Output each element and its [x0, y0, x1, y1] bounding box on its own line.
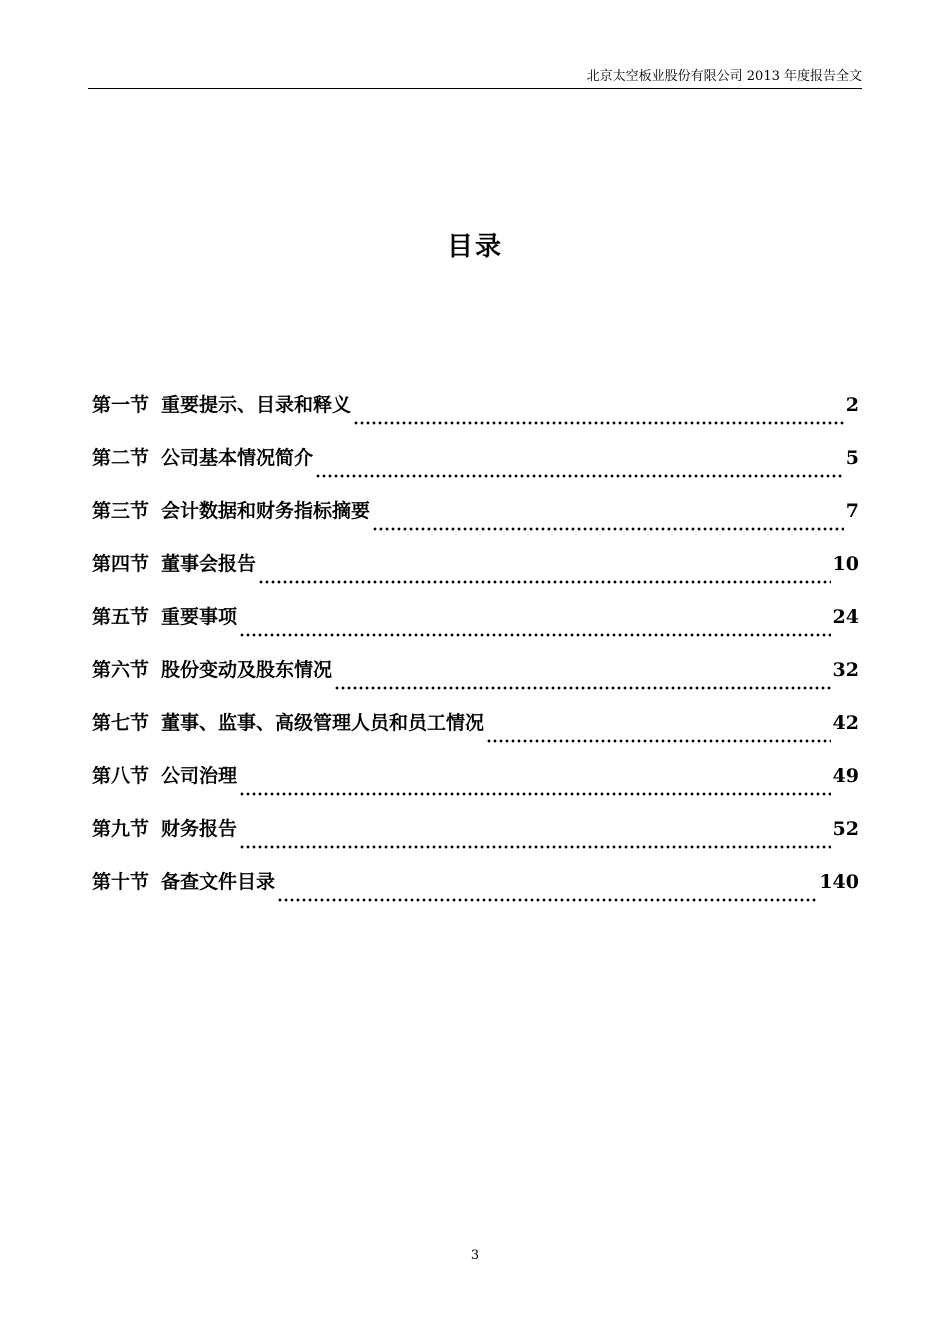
toc-section-label: 第七节	[92, 712, 150, 734]
toc-section-label: 第九节	[92, 818, 150, 840]
toc-title: 董事会报告	[161, 553, 257, 575]
toc-section-label: 第四节	[92, 553, 150, 575]
table-of-contents	[92, 390, 859, 920]
toc-dot-leader	[258, 579, 831, 585]
toc-section-label: 第十节	[92, 871, 150, 893]
toc-page-number: 32	[832, 659, 859, 681]
toc-page-number: 42	[832, 712, 859, 734]
toc-entry-3[interactable]	[92, 496, 859, 549]
toc-entry-7[interactable]	[92, 708, 859, 761]
toc-title: 股份变动及股东情况	[161, 659, 333, 681]
toc-page-number: 2	[845, 394, 859, 416]
toc-page-number: 5	[845, 447, 859, 469]
toc-page-number: 7	[845, 500, 859, 522]
toc-entry-6[interactable]	[92, 655, 859, 708]
toc-section-label: 第二节	[92, 447, 150, 469]
toc-entry-8[interactable]	[92, 761, 859, 814]
toc-dot-leader	[277, 897, 817, 903]
toc-dot-leader	[239, 632, 831, 638]
page-number: 3	[470, 1248, 480, 1263]
toc-entry-5[interactable]	[92, 602, 859, 655]
toc-dot-leader	[334, 685, 831, 691]
toc-title: 董事、监事、高级管理人员和员工情况	[161, 712, 485, 734]
toc-page-number: 24	[832, 606, 859, 628]
toc-title: 公司治理	[161, 765, 238, 787]
page-header	[88, 64, 862, 89]
toc-dot-leader	[239, 844, 831, 850]
toc-page-number: 49	[832, 765, 859, 787]
toc-entry-4[interactable]	[92, 549, 859, 602]
toc-dot-leader	[315, 473, 844, 479]
toc-title: 备查文件目录	[161, 871, 276, 893]
toc-title: 会计数据和财务指标摘要	[161, 500, 371, 522]
toc-entry-10[interactable]	[92, 867, 859, 920]
toc-section-label: 第五节	[92, 606, 150, 628]
toc-title: 公司基本情况简介	[161, 447, 314, 469]
toc-entry-2[interactable]	[92, 443, 859, 496]
toc-entry-9[interactable]	[92, 814, 859, 867]
toc-page-number: 10	[832, 553, 859, 575]
toc-section-label: 第六节	[92, 659, 150, 681]
toc-title: 重要事项	[161, 606, 238, 628]
toc-section-label: 第八节	[92, 765, 150, 787]
toc-title: 财务报告	[161, 818, 238, 840]
toc-page-number: 52	[832, 818, 859, 840]
toc-section-label: 第三节	[92, 500, 150, 522]
page-title: 目录	[446, 232, 503, 262]
toc-entry-1[interactable]	[92, 390, 859, 443]
toc-section-label: 第一节	[92, 394, 150, 416]
toc-title: 重要提示、目录和释义	[161, 394, 352, 416]
header-text: 北京太空板业股份有限公司 2013 年度报告全文	[586, 69, 862, 84]
toc-dot-leader	[486, 738, 831, 744]
toc-dot-leader	[353, 420, 844, 426]
toc-dot-leader	[239, 791, 831, 797]
toc-page-number: 140	[819, 871, 859, 893]
toc-dot-leader	[372, 526, 844, 532]
